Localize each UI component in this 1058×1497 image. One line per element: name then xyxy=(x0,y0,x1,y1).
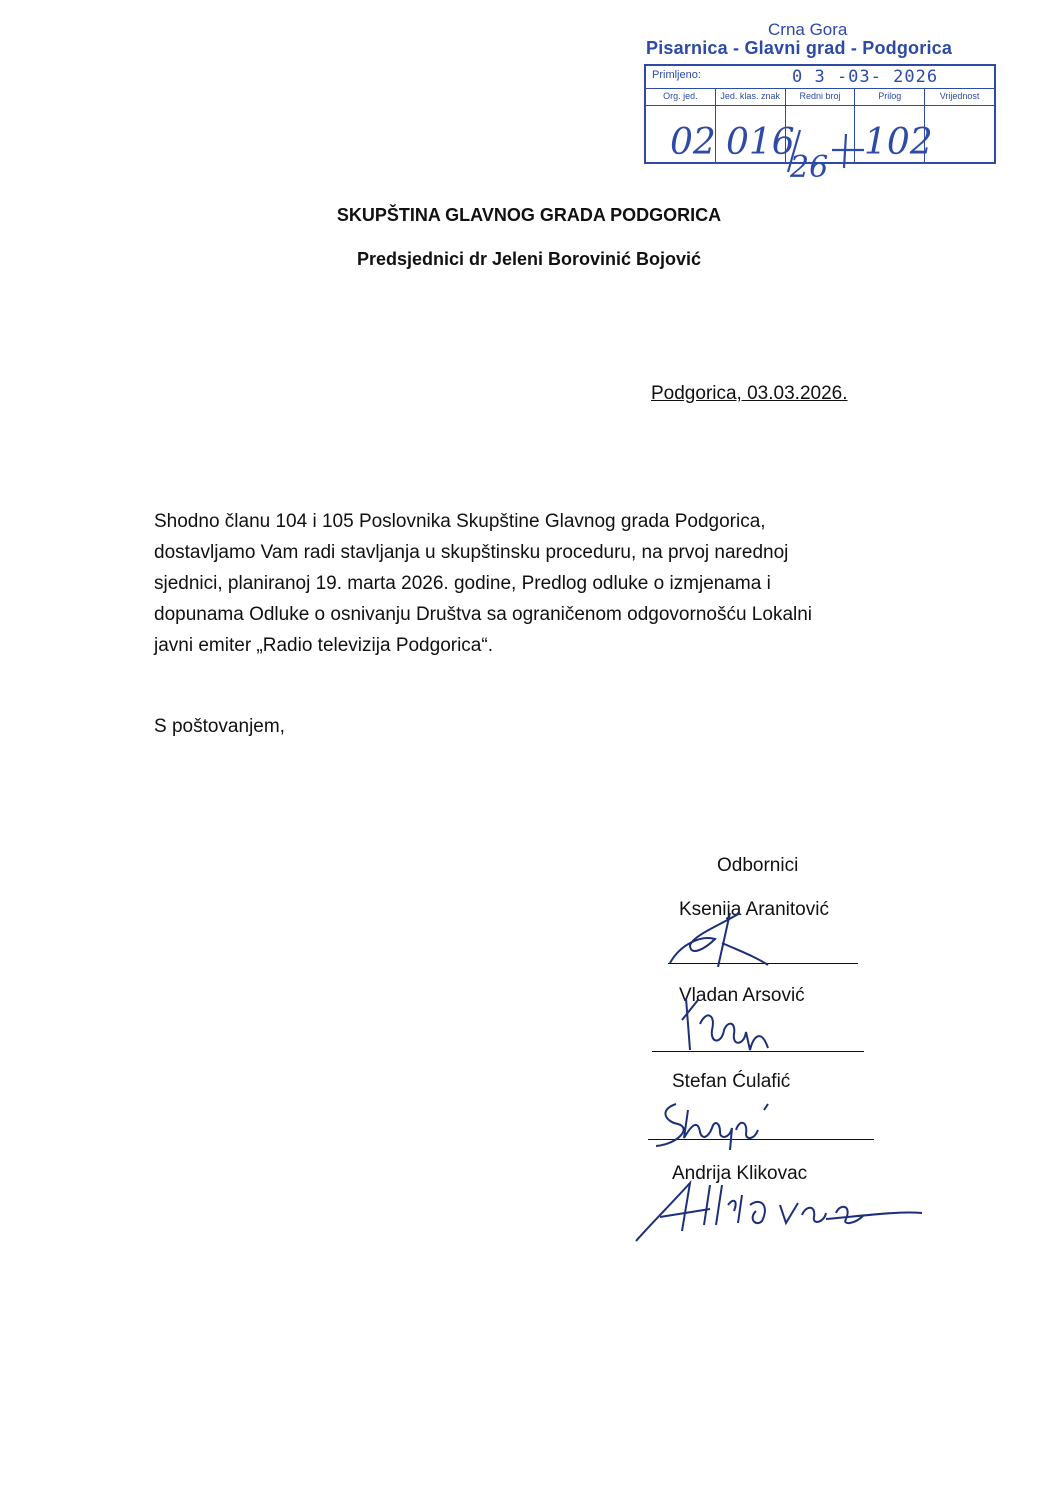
signatory-name: Stefan Ćulafić xyxy=(672,1071,791,1092)
signatory-name: Vladan Arsović xyxy=(679,985,805,1006)
stamp-received-row xyxy=(646,66,994,89)
stamp-col-value: Vrijednost xyxy=(939,91,980,101)
stamp-col-attachment: Prilog xyxy=(855,88,925,105)
stamp-country: Crna Gora xyxy=(768,20,848,39)
stamp-office: Pisarnica - Glavni grad - Podgorica xyxy=(646,38,953,58)
signature-scribble xyxy=(648,1090,798,1160)
stamp-column-headers xyxy=(646,88,994,106)
stamp-col-class: Jed. klas. znak xyxy=(716,88,786,105)
stamp-hand-attachment: 102 xyxy=(864,122,933,163)
stamp-hand-number: 26 xyxy=(790,150,829,185)
date-line: Podgorica, 03.03.2026. xyxy=(651,383,848,404)
recipient-institution: SKUPŠTINA GLAVNOG GRADA PODGORICA xyxy=(336,205,722,225)
signatory-name: Andrija Klikovac xyxy=(672,1163,808,1184)
body-line: dostavljamo Vam radi stavljanja u skupštinsku proceduru, na prvoj narednoj xyxy=(154,542,789,563)
signature-scribble xyxy=(660,905,780,975)
recipient-addressee: Predsjednici dr Jeleni Borovinić Bojović xyxy=(356,249,702,269)
body-line: javni emiter „Radio televizija Podgorica“. xyxy=(154,635,493,656)
stamp-hand-class: 016 xyxy=(726,122,795,163)
stamp-received-label: Primljeno: xyxy=(652,69,701,81)
signature-scribble xyxy=(630,1175,930,1245)
body-line: sjednici, planiranoj 19. marta 2026. godine, Predlog odluke o izmjenama i xyxy=(154,573,771,594)
stamp-col-org: Org. jed. xyxy=(646,88,716,105)
stamp-hand-org: 02 xyxy=(670,122,716,163)
stamp-col-number: Redni broj xyxy=(786,88,856,105)
stamp-hand-strokes xyxy=(780,120,870,180)
signature-scribble xyxy=(676,990,776,1060)
body-line: dopunama Odluke o osnivanju Društva sa ograničenom odgovornošću Lokalni xyxy=(154,604,813,625)
signatory-name: Ksenija Aranitović xyxy=(679,899,829,920)
letter-body xyxy=(154,506,904,661)
body-line: Shodno članu 104 i 105 Poslovnika Skupštine Glavnog grada Podgorica, xyxy=(154,511,766,532)
closing-greeting: S poštovanjem, xyxy=(154,716,285,737)
signatories-title: Odbornici xyxy=(717,855,799,876)
stamp-received-date: 0 3 -03- 2026 xyxy=(792,67,939,87)
